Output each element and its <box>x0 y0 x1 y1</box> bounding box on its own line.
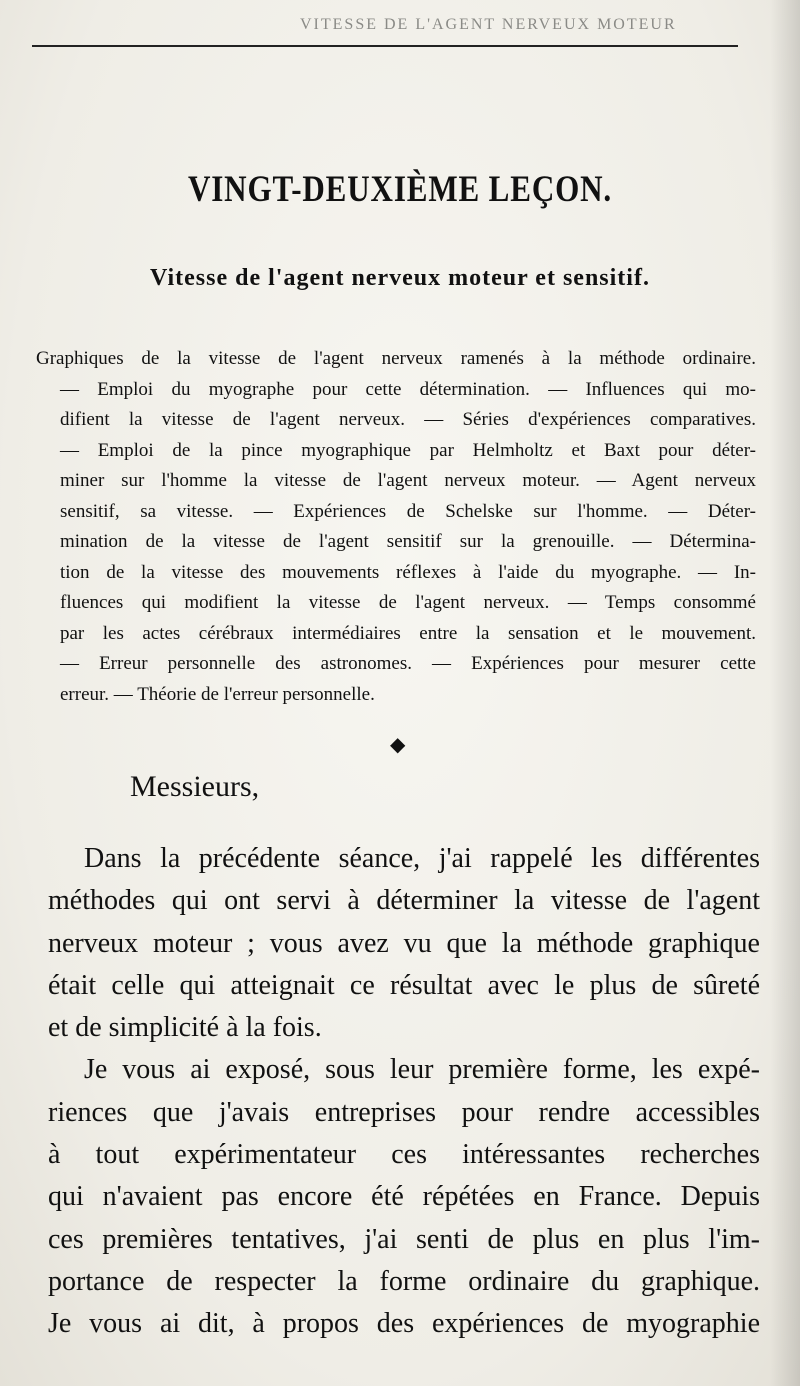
body-line: Je vous ai exposé, sous leur première forme, les expé- <box>84 1054 760 1086</box>
body-line: Je vous ai dit, à propos des expériences de myographie <box>48 1308 760 1340</box>
running-head: VITESSE DE L'AGENT NERVEUX MOTEUR <box>300 16 677 33</box>
chapter-summary <box>36 344 756 710</box>
summary-line: miner sur l'homme la vitesse de l'agent nerveux moteur. — Agent nerveux <box>60 470 756 491</box>
body-line: qui n'avaient pas encore été répétées en France. Depuis <box>48 1181 760 1213</box>
ornament-icon: ◆ <box>390 734 406 756</box>
summary-line: mination de la vitesse de l'agent sensitif sur la grenouille. — Détermina- <box>60 531 756 552</box>
header-rule <box>32 45 738 47</box>
chapter-title: VINGT-DEUXIÈME LEÇON. <box>187 169 613 210</box>
summary-line: Graphiques de la vitesse de l'agent nerveux ramenés à la méthode ordinaire. <box>36 348 756 369</box>
summary-line: difient la vitesse de l'agent nerveux. — Séries d'expériences comparatives. <box>60 409 756 430</box>
summary-line: tion de la vitesse des mouvements réflexes à l'aide du myographe. — In- <box>60 561 756 583</box>
body-line: ces premières tentatives, j'ai senti de plus en plus l'im- <box>48 1223 760 1255</box>
body-line: méthodes qui ont servi à déterminer la vitesse de l'agent <box>48 885 760 917</box>
body-line: et de simplicité à la fois. <box>48 1012 322 1044</box>
page-edge-shadow <box>770 0 800 1386</box>
summary-line: erreur. — Théorie de l'erreur personnelle. <box>60 683 375 705</box>
body-text <box>48 838 760 1346</box>
summary-line: par les actes cérébraux intermédiaires entre la sensation et le mouvement. <box>60 622 756 644</box>
summary-line: — Emploi du myographe pour cette détermination. — Influences qui mo- <box>60 378 756 400</box>
body-line: nerveux moteur ; vous avez vu que la méthode graphique <box>48 927 760 959</box>
body-line: était celle qui atteignait ce résultat avec le plus de sûreté <box>48 969 760 1001</box>
body-line: riences que j'avais entreprises pour rendre accessibles <box>48 1096 760 1128</box>
summary-line: — Emploi de la pince myographique par Helmholtz et Baxt pour déter- <box>60 439 756 461</box>
body-line: portance de respecter la forme ordinaire du graphique. <box>48 1265 760 1297</box>
body-line: Dans la précédente séance, j'ai rappelé les différentes <box>84 843 760 874</box>
chapter-subtitle: Vitesse de l'agent nerveux moteur et sensitif. <box>150 265 650 291</box>
summary-line: — Erreur personnelle des astronomes. — Expériences pour mesurer cette <box>60 653 756 674</box>
body-line: à tout expérimentateur ces intéressantes recherches <box>48 1139 760 1171</box>
salutation: Messieurs, <box>130 770 260 803</box>
summary-line: sensitif, sa vitesse. — Expériences de Schelske sur l'homme. — Déter- <box>60 500 756 522</box>
summary-line: fluences qui modifient la vitesse de l'agent nerveux. — Temps consommé <box>60 592 756 613</box>
